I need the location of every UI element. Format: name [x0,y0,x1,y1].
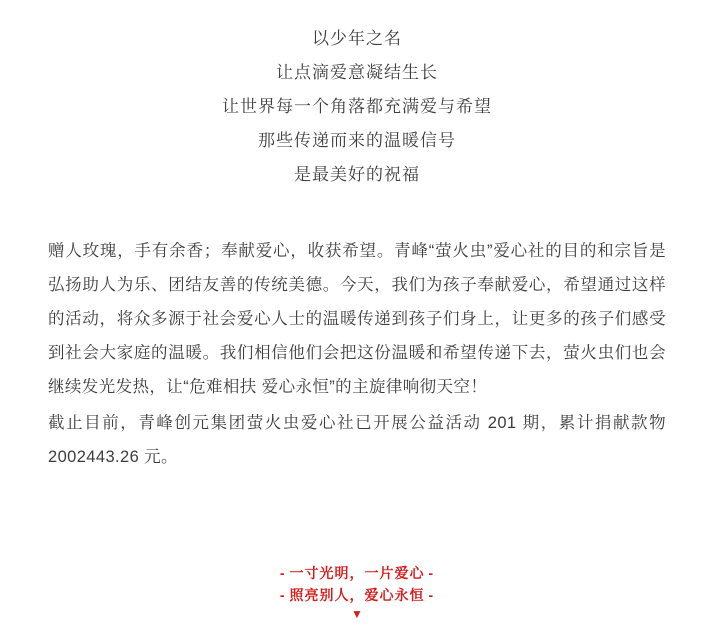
arrow-down-icon: ▼ [351,607,363,621]
poem-line: 让点滴爱意凝结生长 [276,63,438,82]
footer-line-2 [0,584,714,606]
footer-line-2-text: 照亮别人，爱心永恒 [289,587,425,603]
poem-line: 让世界每一个角落都充满爱与希望 [222,97,492,116]
paragraph: 截止目前，青峰创元集团萤火虫爱心社已开展公益活动 201 期，累计捐献款物 2002443.26 元。 [48,414,666,466]
dash-right: - [428,587,435,603]
poem-block [48,0,666,192]
poem-line: 以少年之名 [312,29,402,48]
footer-slogan [0,562,714,620]
dash-left: - [279,587,286,603]
footer-line-1-text: 一寸光明，一片爱心 [289,565,425,581]
dash-right: - [428,565,435,581]
body-text-block [48,234,666,474]
paragraph: 赠人玫瑰，手有余香；奉献爱心，收获希望。青峰“萤火虫”爱心社的目的和宗旨是弘扬助人为乐、团结友善的传统美德。今天，我们为孩子奉献爱心，希望通过这样的活动，将众多源于社会爱心人士的温暖传递到孩子们身上，让更多的孩子们感受到社会大家庭的温暖。我们相信他们会把这份温暖和希望传递下去，萤火虫们也会继续发光发热，让“危难相扶 爱心永恒”的主旋律响彻天空！ [48,242,666,396]
dash-left: - [279,565,286,581]
poem-line: 那些传递而来的温暖信号 [258,131,456,150]
poem-line: 是最美好的祝福 [294,165,420,184]
footer-line-1 [0,562,714,584]
